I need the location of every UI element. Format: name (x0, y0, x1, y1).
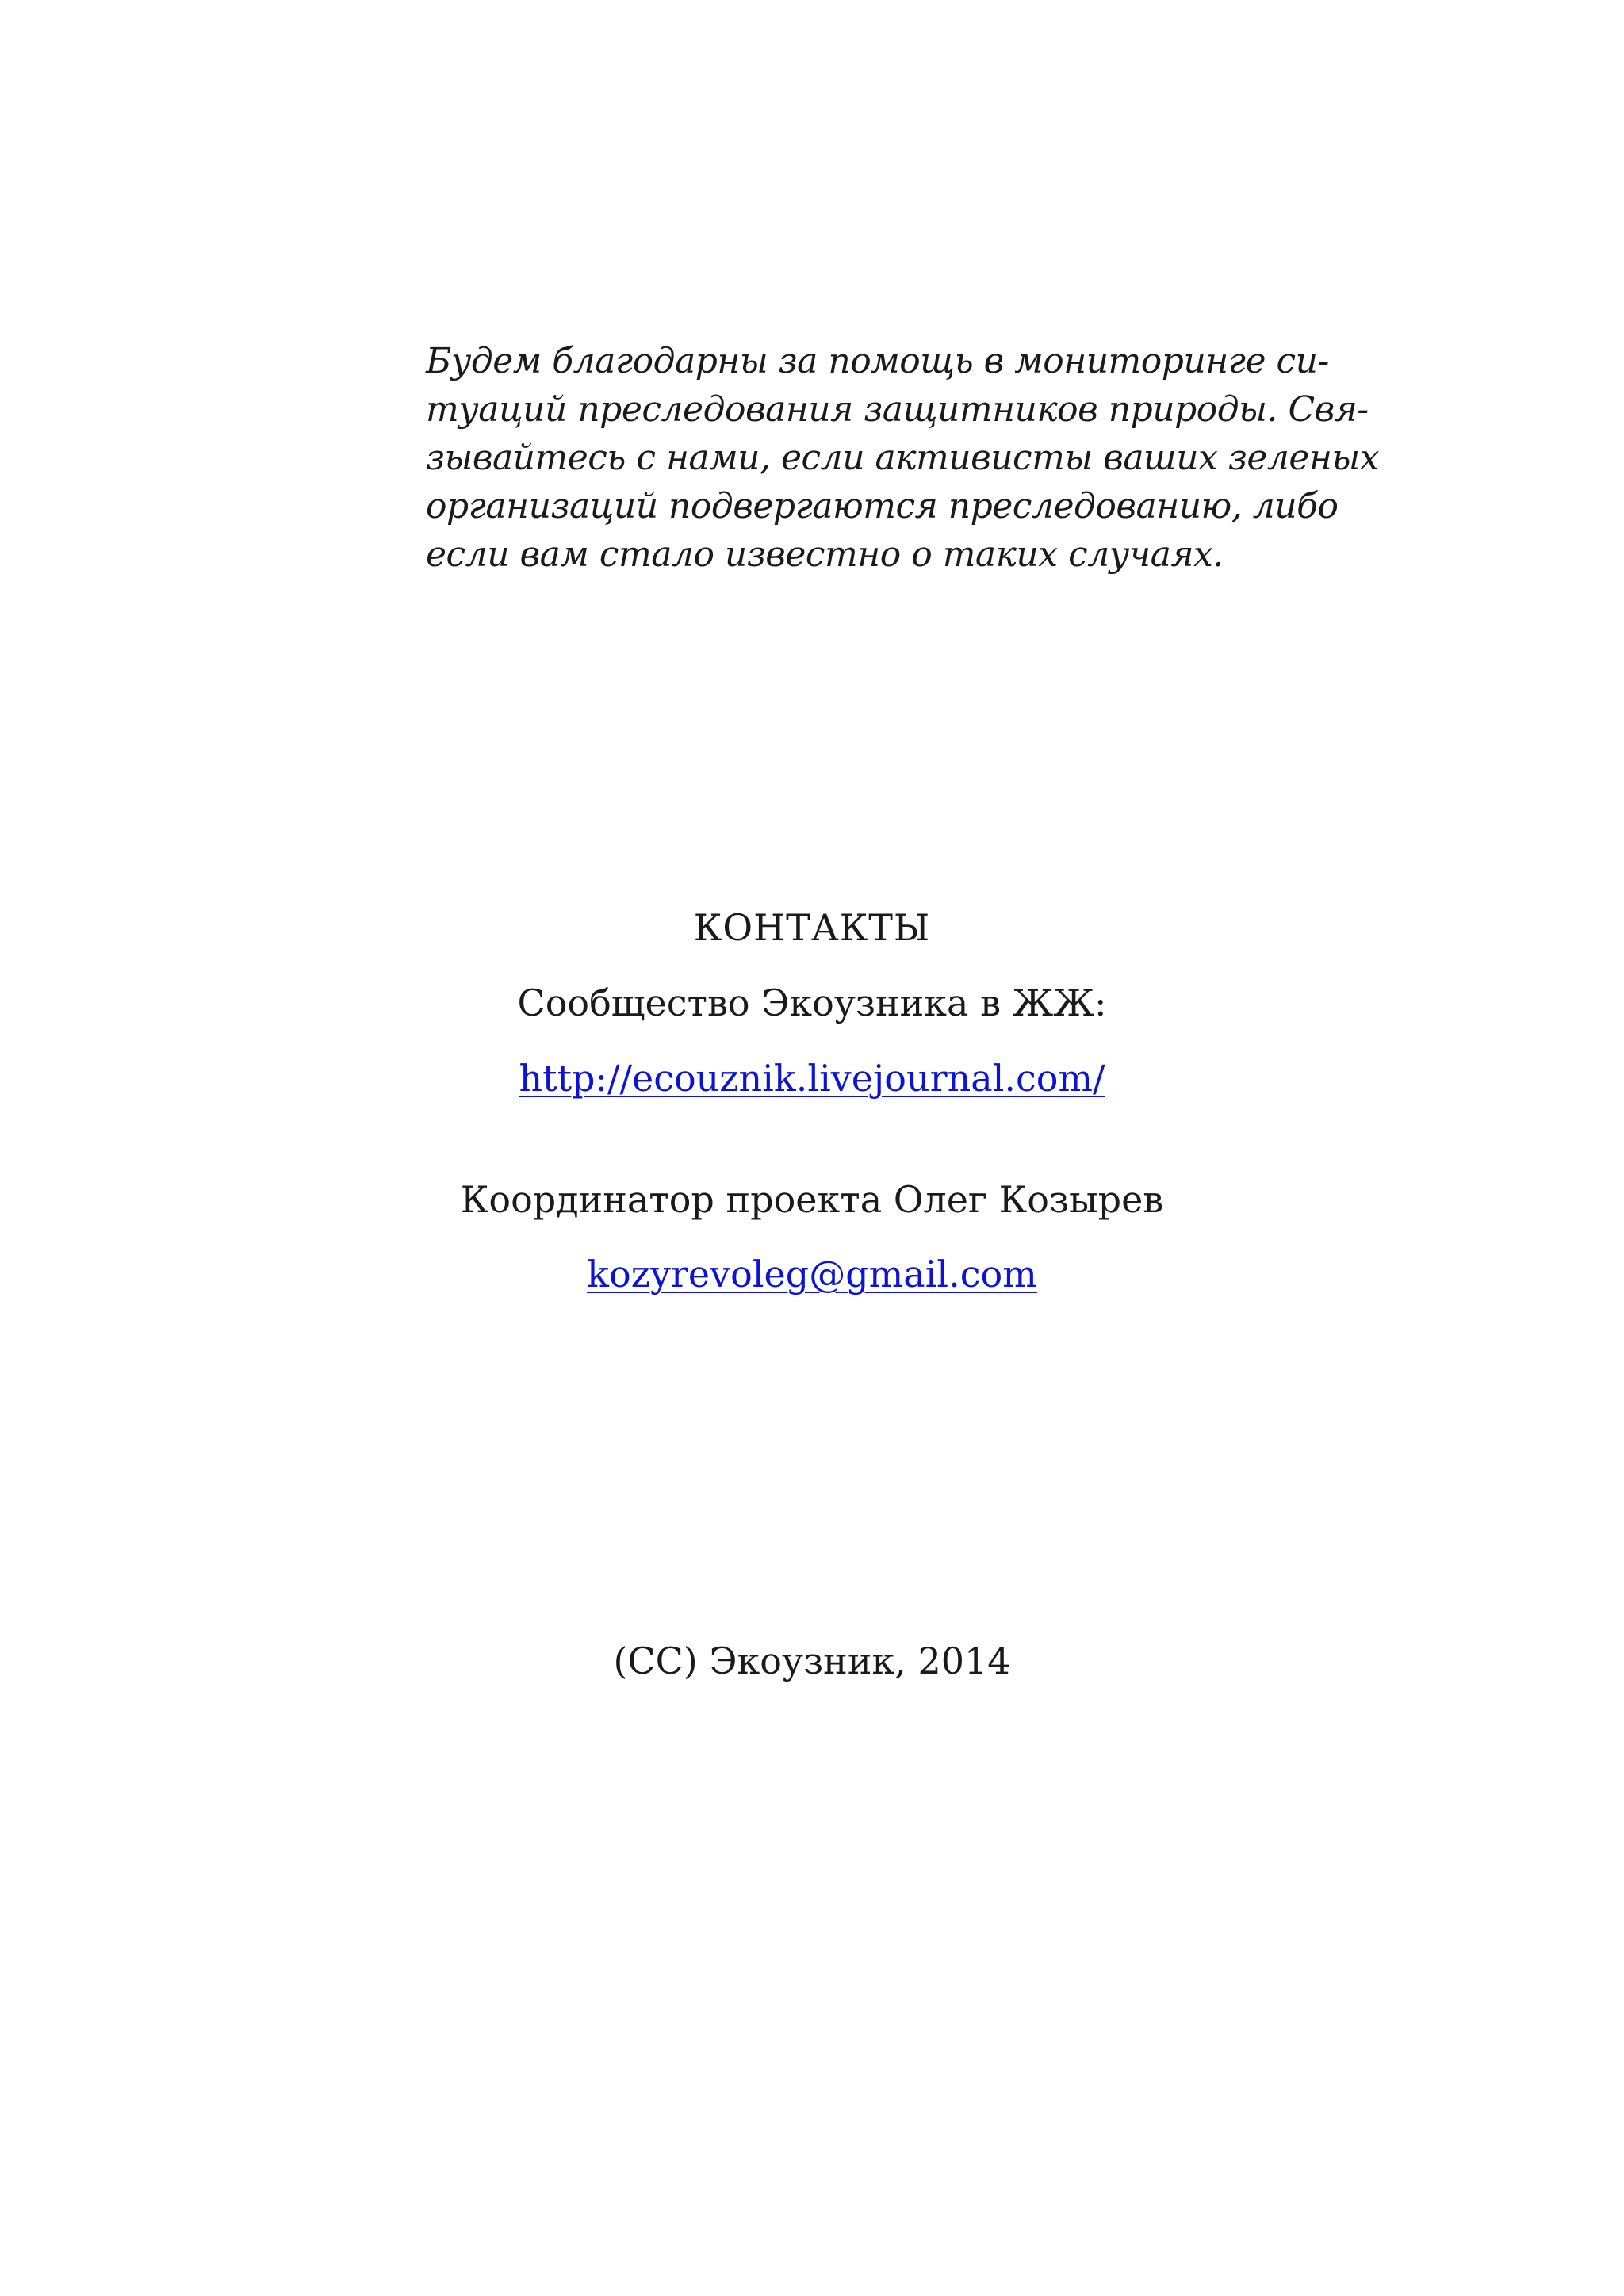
intro-line: Будем благодарны за помощь в мониторинге си- (426, 341, 1329, 381)
coordinator-email-row (0, 1250, 1624, 1298)
intro-paragraph (426, 337, 1380, 579)
intro-line: зывайтесь с нами, если активисты ваших зеленых (426, 438, 1380, 478)
copyright-notice: (CC) Экоузник, 2014 (613, 1640, 1011, 1682)
community-label: Сообщество Экоузника в ЖЖ: (517, 982, 1107, 1024)
intro-line: если вам стало известно о таких случаях. (426, 534, 1224, 575)
community-link-row (0, 1054, 1624, 1102)
intro-line: организаций подвергаются преследованию, либо (426, 486, 1339, 526)
intro-line: туаций преследования защитников природы. Свя- (426, 389, 1369, 430)
coordinator-email-link[interactable]: kozyrevoleg@gmail.com (587, 1253, 1037, 1295)
community-link[interactable]: http://ecouznik.livejournal.com/ (519, 1057, 1105, 1100)
coordinator-label: Координатор проекта Олег Козырев (460, 1178, 1164, 1221)
contacts-heading: КОНТАКТЫ (693, 906, 931, 949)
